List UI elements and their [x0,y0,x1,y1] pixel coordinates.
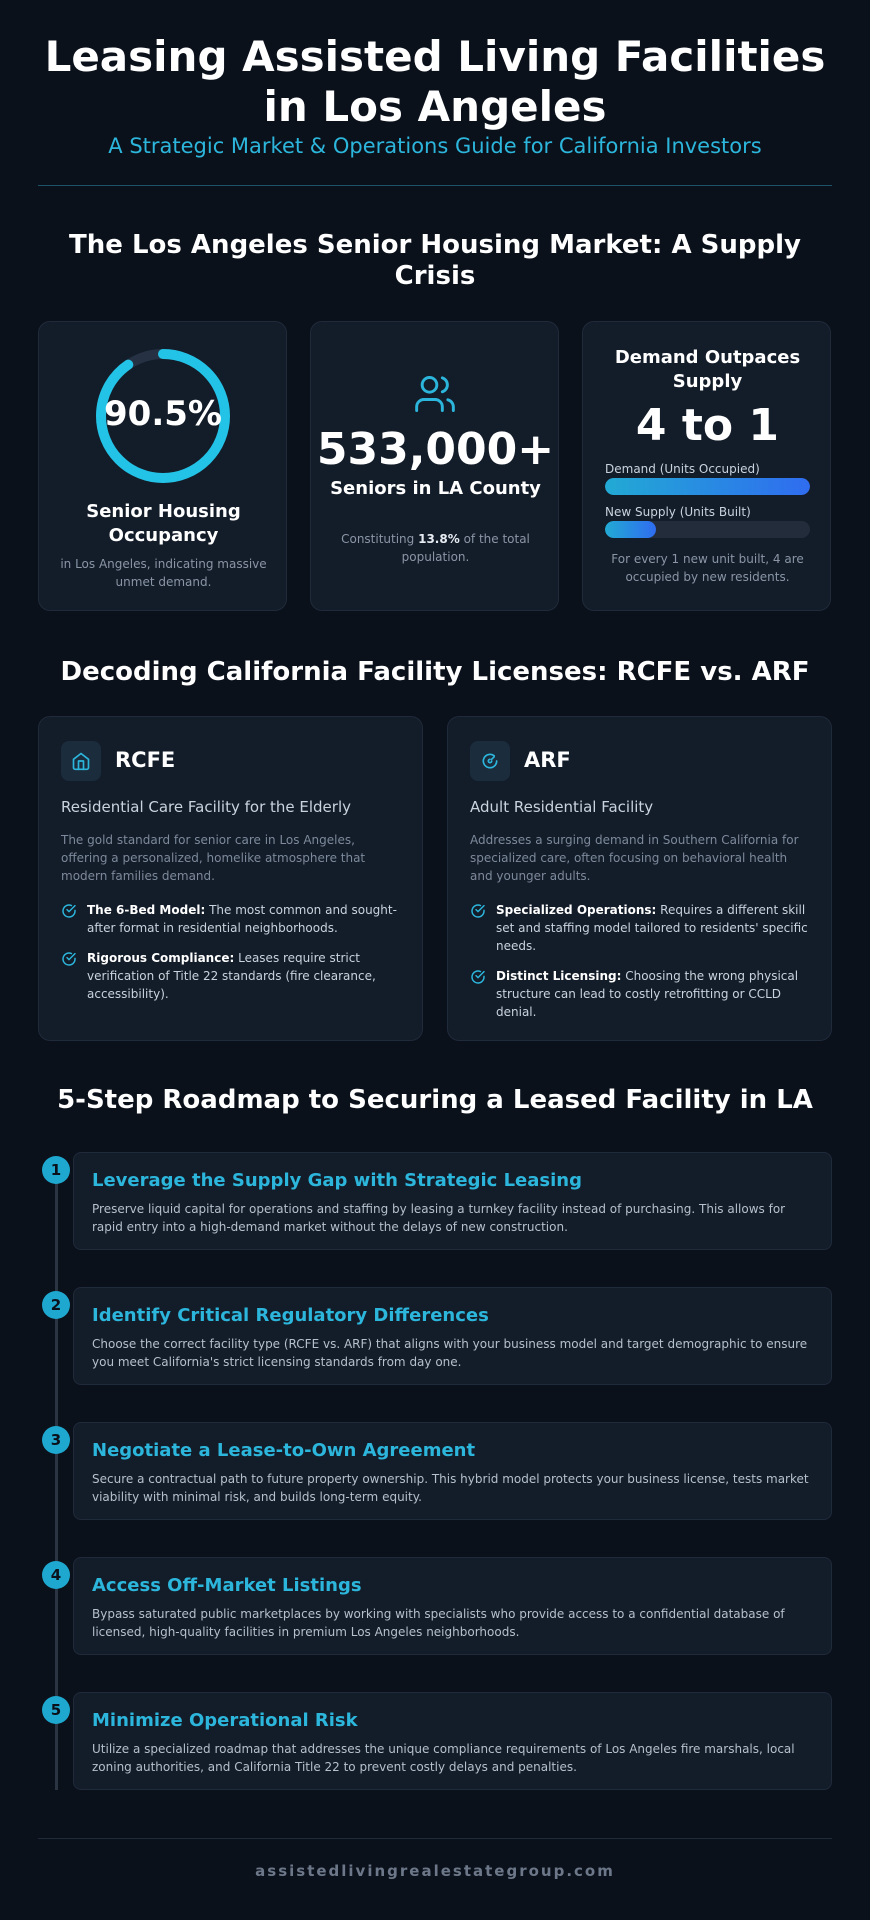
seniors-percent: 13.8% [418,532,460,546]
footer-divider [38,1838,832,1839]
rcfe-description: The gold standard for senior care in Los Angeles, offering a personalized, homelike atmosphere that modern families demand. [61,833,366,883]
step-title: Identify Critical Regulatory Differences [92,1305,489,1326]
rcfe-code: RCFE [115,748,176,772]
step-text: Preserve liquid capital for operations and staffing by leasing a turnkey facility instead of purchasing. This allows for rapid entry into a high-demand market without the delays of new construction. [92,1202,786,1234]
market-section-title: The Los Angeles Senior Housing Market: A Supply Crisis [69,230,801,291]
roadmap-step [73,1692,832,1790]
demand-bar-fill [605,478,810,495]
step-number: 2 [42,1291,70,1319]
seniors-description: Constituting 13.8% of the total population. [341,532,530,564]
step-title: Minimize Operational Risk [92,1710,358,1731]
arf-icon-box [470,741,510,781]
home-icon [71,751,91,771]
step-title: Leverage the Supply Gap with Strategic Leasing [92,1170,582,1191]
arf-feature: Specialized Operations: Requires a different skill set and staffing model tailored to residents' specific needs. [470,901,810,955]
occupancy-ring [93,346,233,486]
footer-website[interactable]: assistedlivingrealestategroup.com [255,1862,615,1880]
page-subtitle: A Strategic Market & Operations Guide for California Investors [108,134,762,158]
arf-feature: Distinct Licensing: Choosing the wrong physical structure can lead to costly retrofitting or CCLD denial. [470,967,810,1021]
roadmap-step [73,1422,832,1520]
supply-card [582,321,831,611]
step-text: Secure a contractual path to future property ownership. This hybrid model protects your business license, tests market viability with minimal risk, and builds long-term equity. [92,1472,809,1504]
supply-bar-fill [605,521,656,538]
seniors-count: 533,000+ [316,424,555,475]
step-number: 5 [42,1696,70,1724]
supply-bar-label: New Supply (Units Built) [605,505,751,519]
brain-icon [480,751,500,771]
arf-code: ARF [524,748,571,772]
rcfe-icon-box [61,741,101,781]
supply-ratio: 4 to 1 [635,400,780,451]
step-title: Access Off-Market Listings [92,1575,362,1596]
occupancy-label: Senior Housing Occupancy [86,501,241,546]
roadmap-step [73,1287,832,1385]
arf-full-name: Adult Residential Facility [470,798,654,816]
seniors-label: Seniors in LA County [330,478,541,499]
demand-bar-label: Demand (Units Occupied) [605,462,760,476]
demand-bar [605,478,810,495]
step-number: 4 [42,1561,70,1589]
rcfe-feature: The 6-Bed Model: The most common and sought-after format in residential neighborhoods. [61,901,401,937]
arf-card [447,716,832,1041]
roadmap-step [73,1557,832,1655]
supply-title: Demand Outpaces Supply [614,347,801,392]
supply-bar [605,521,810,538]
check-circle-icon [61,951,77,967]
check-circle-icon [61,903,77,919]
step-text: Choose the correct facility type (RCFE vs. ARF) that aligns with your business model and target demographic to ensure you meet California's strict licensing standards from day one. [92,1337,808,1369]
occupancy-description: in Los Angeles, indicating massive unmet demand. [60,557,267,589]
step-number: 1 [42,1156,70,1184]
occupancy-value: 90.5% [104,394,222,434]
step-title: Negotiate a Lease-to-Own Agreement [92,1440,476,1461]
seniors-card [310,321,559,611]
rcfe-full-name: Residential Care Facility for the Elderly [61,798,351,816]
rcfe-feature: Rigorous Compliance: Leases require strict verification of Title 22 standards (fire clearance, accessibility). [61,949,401,1003]
occupancy-card [38,321,287,611]
step-number: 3 [42,1426,70,1454]
check-circle-icon [470,903,486,919]
step-text: Utilize a specialized roadmap that addresses the unique compliance requirements of Los Angeles fire marshals, local zoning authorities, and California Title 22 to prevent costly delays and penalties. [92,1742,795,1774]
roadmap-section-title: 5-Step Roadmap to Securing a Leased Facility in LA [57,1085,813,1115]
arf-description: Addresses a surging demand in Southern California for specialized care, often focusing on behavioral health and younger adults. [470,833,799,883]
supply-description: For every 1 new unit built, 4 are occupied by new residents. [611,552,804,584]
page-title: Leasing Assisted Living Facilities in Los Angeles [44,32,826,131]
licenses-section-title: Decoding California Facility Licenses: RCFE vs. ARF [60,657,810,687]
check-circle-icon [470,969,486,985]
step-text: Bypass saturated public marketplaces by working with specialists who provide access to a confidential database of licensed, high-quality facilities in premium Los Angeles neighborhoods. [92,1607,785,1639]
header-divider [38,185,832,186]
users-icon [413,372,457,416]
roadmap-step [73,1152,832,1250]
rcfe-card [38,716,423,1041]
